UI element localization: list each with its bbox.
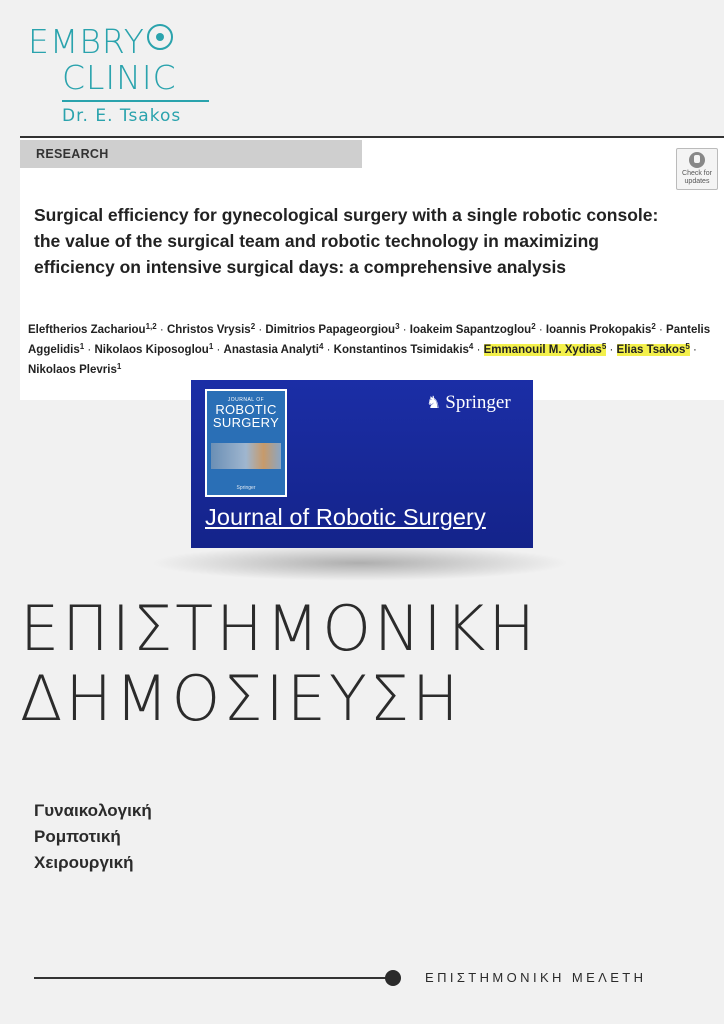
author-affiliation: 2 bbox=[250, 322, 256, 331]
logo-divider bbox=[62, 100, 209, 102]
springer-horse-icon: ♞ bbox=[426, 393, 442, 412]
page-title-line-1: ΕΠΙΣΤΗΜΟΝΙΚΗ bbox=[20, 592, 538, 665]
author-name: Konstantinos Tsimidakis bbox=[333, 344, 469, 356]
logo-doctor-name: Dr. E. Tsakos bbox=[62, 106, 182, 126]
tag-surgery: Χειρουργική bbox=[34, 853, 134, 872]
tag-robotic: Ρομποτική bbox=[34, 827, 121, 846]
author-affiliation: 5 bbox=[601, 342, 607, 351]
author bbox=[94, 344, 213, 356]
author bbox=[28, 324, 157, 336]
cover-small-label: JOURNAL OF bbox=[227, 397, 265, 403]
banner-shadow bbox=[150, 545, 570, 581]
author bbox=[410, 324, 536, 336]
journal-title-link[interactable]: Journal of Robotic Surgery bbox=[205, 504, 486, 530]
author bbox=[617, 344, 690, 356]
author bbox=[334, 344, 474, 356]
author-affiliation: 3 bbox=[395, 322, 400, 331]
author-affiliation: 2 bbox=[531, 322, 536, 331]
author-affiliation: 4 bbox=[318, 342, 324, 351]
author-list: Eleftherios Zachariou$^{1,2}$ · Christos Vrysis$^2$ · Dimitrios Papageorgiou$^3$ · Ioakeim Sapantzoglou$^2$ · Ioannis Prokopakis$^2$ · Pantelis Aggelidis$^1$ · Nikolaos Kiposoglou$^1$ · Anastasia Analyti$^4$ · Konstantinos Tsimidakis$^4$ · Emmanouil M. Xydias$^5$ · Elias Tsakos$^5$ · Nikolaos Plevris$^1$ bbox=[28, 322, 711, 376]
tag-gynecological: Γυναικολογική bbox=[34, 801, 152, 820]
check-updates-label: Check for updates bbox=[682, 170, 712, 185]
page-title bbox=[20, 594, 538, 734]
footer-rule bbox=[34, 977, 394, 979]
author-name: Christos Vrysis bbox=[166, 324, 251, 336]
journal-banner[interactable] bbox=[191, 380, 533, 548]
clinic-logo bbox=[28, 22, 198, 126]
logo-line-1 bbox=[28, 24, 198, 60]
logo-word-embryo: EMBRY bbox=[28, 22, 145, 61]
author-name: Pantelis Aggelidis bbox=[28, 324, 711, 356]
cover-title bbox=[207, 403, 285, 429]
cover-title-line-1: ROBOTIC bbox=[215, 402, 277, 417]
author-affiliation: 2 bbox=[651, 322, 656, 331]
footer-dot-icon bbox=[385, 970, 401, 986]
springer-logo bbox=[426, 392, 511, 414]
author-name: Dimitrios Papageorgiou bbox=[265, 324, 396, 336]
author-name: Nikolaos Kiposoglou bbox=[94, 344, 209, 356]
journal-cover bbox=[205, 389, 287, 497]
bookmark-icon bbox=[689, 152, 705, 168]
topic-tags bbox=[34, 798, 152, 876]
check-for-updates-badge[interactable] bbox=[676, 148, 718, 190]
article-top-rule bbox=[20, 136, 724, 138]
author-name: Elias Tsakos bbox=[616, 344, 686, 356]
author bbox=[546, 324, 656, 336]
article-header bbox=[20, 136, 724, 400]
cover-publisher: Springer bbox=[236, 485, 256, 491]
footer-label: ΕΠΙΣΤΗΜΟΝΙΚΗ ΜΕΛΕΤΗ bbox=[425, 970, 647, 985]
author-affiliation: 1 bbox=[116, 362, 122, 371]
author-name: Ioakeim Sapantzoglou bbox=[409, 324, 532, 336]
author-name: Eleftherios Zachariou bbox=[28, 324, 146, 336]
author bbox=[28, 364, 121, 376]
author-affiliation: 1 bbox=[79, 342, 85, 351]
author-affiliation: 1 bbox=[208, 342, 214, 351]
article-title: Surgical efficiency for gynecological surgery with a single robotic console: the value of the surgical team and robotic technology in maximizing efficiency on intensive surgical days: a comprehensive analysis bbox=[34, 205, 659, 277]
springer-wordmark: Springer bbox=[445, 392, 511, 413]
author-affiliation: 5 bbox=[685, 342, 690, 351]
cover-hands-image bbox=[211, 443, 281, 469]
author bbox=[167, 324, 255, 336]
author-name: Emmanouil M. Xydias bbox=[483, 344, 602, 356]
author-name: Ioannis Prokopakis bbox=[545, 324, 652, 336]
cover-title-line-2: SURGERY bbox=[212, 415, 280, 430]
logo-circle-icon bbox=[147, 24, 173, 50]
author bbox=[265, 324, 399, 336]
page-title-line-2: ΔΗΜΟΣΙΕΥΣΗ bbox=[20, 662, 462, 735]
author-name: Anastasia Analyti bbox=[223, 344, 319, 356]
logo-line-2: CLINIC bbox=[62, 58, 177, 97]
author bbox=[224, 344, 324, 356]
author-affiliation: 1,2 bbox=[145, 322, 157, 331]
author bbox=[484, 344, 607, 356]
author-name: Nikolaos Plevris bbox=[28, 364, 117, 376]
section-label: RESEARCH bbox=[20, 140, 362, 168]
author-affiliation: 4 bbox=[468, 342, 474, 351]
